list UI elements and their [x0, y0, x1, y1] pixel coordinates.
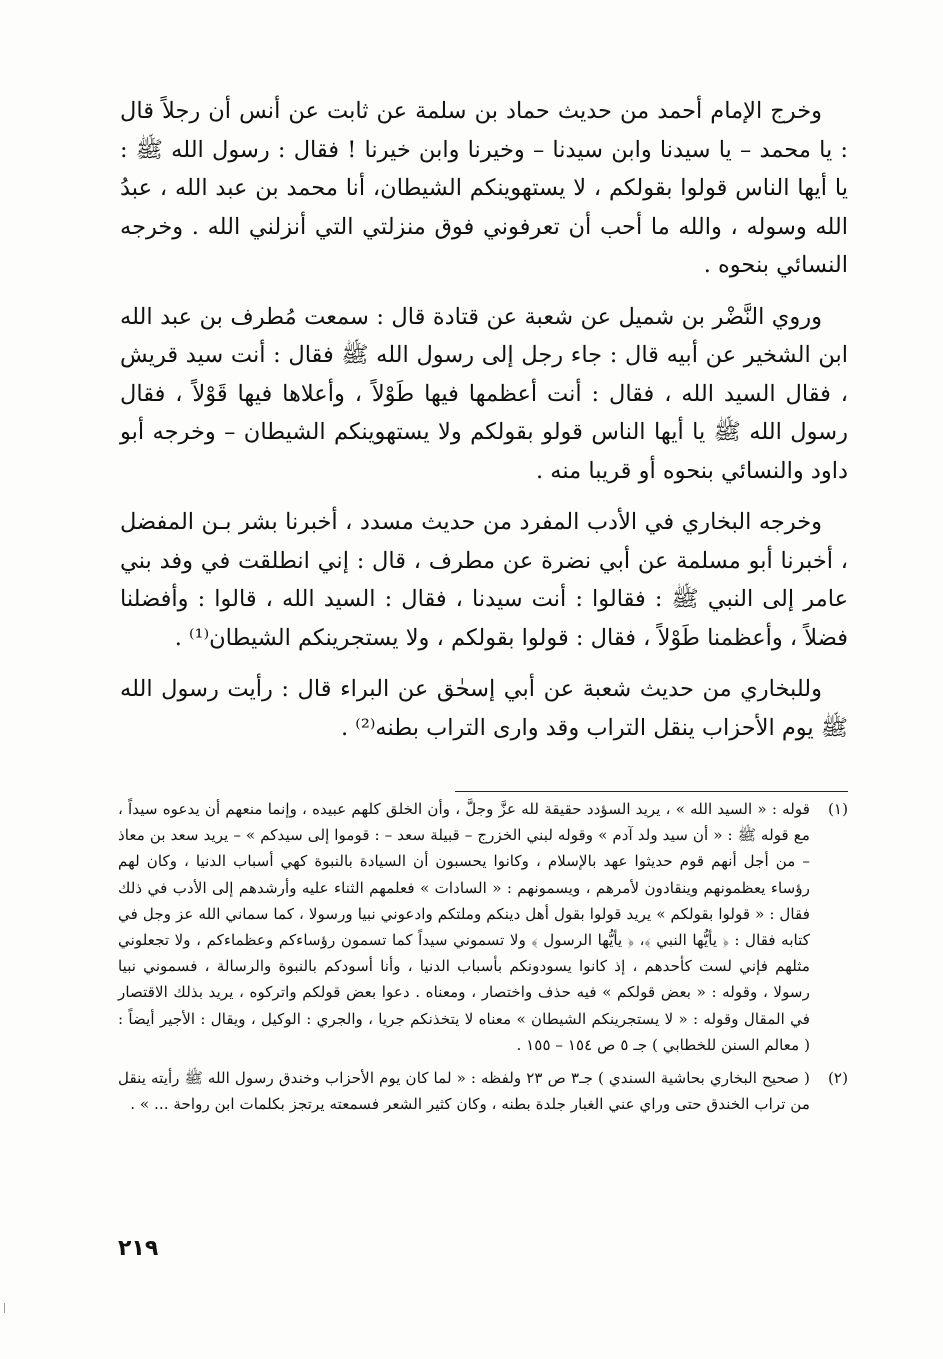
footnote-number: (١)	[827, 800, 848, 818]
footnote-1	[118, 796, 848, 1058]
paragraph-2: وروي النَّضْر بن شميل عن شعبة عن قتادة قال : سمعت مُطرف بن عبد الله ابن الشخير عن أبيه قال : جاء رجل إلى رسول الله ﷺ فقال : أنت سيد قريش ، فقال السيد الله ، فقال : أنت أعظمها فيها طَوْلاً ، وأعلاها فيها قَوْلاً ، فقال رسول الله ﷺ يا أيها الناس قولو بقولكم ولا يستهوينكم الشيطان – وخرجه أبو داود والنسائي بنحوه أو قريبا منه .	[120, 303, 848, 484]
footnotes	[118, 796, 848, 1124]
main-text	[120, 92, 848, 760]
footnote-separator	[455, 791, 848, 792]
page-number: ٢١٩	[118, 1236, 159, 1261]
paragraph-1: وخرج الإمام أحمد من حديث حماد بن سلمة عن ثابت عن أنس أن رجلاً قال : يا محمد – يا سيدنا وابن سيدنا – وخيرنا وابن خيرنا ! فقال : رسول الله ﷺ : يا أيها الناس قولوا بقولكم ، لا يستهوينكم الشيطان، أنا محمد بن عبد الله ، عبدُ الله وسوله ، والله ما أحب أن تعرفوني فوق منزلتي التي أنزلني الله . وخرجه النسائي بنحوه .	[120, 98, 848, 278]
scan-edge-mark	[4, 1303, 5, 1313]
footnote-text: قوله : « السيد الله » ، يريد السؤدد حقيقة لله عزَّ وجلَّ ، وأن الخلق كلهم عبيده ، وإنما منعهم أن يدعوه سيداً ، مع قوله ﷺ : « أن سيد ولد آدم » وقوله لبني الخزرج – قبيلة سعد – : قوموا إلى سيدكم » – يريد سعد بن معاذ – من أجل أنهم قوم حديثوا عهد بالإسلام ، وكانوا يحسبون أن السيادة بالنبوة كهي أسباب الدنيا ، وكان لهم رؤساء يعظمونهم وينقادون لأمرهم ، ويسمونهم : « السادات » فعلمهم الثناء عليه وأرشدهم إلى الأدب في ذلك فقال : « قولوا بقولكم » يريد قولوا بقول أهل دينكم وملتكم وادعوني نبيا ورسولا ، كما سماني الله عز وجل في كتابه فقال : ﴿ يأيُّها النبي ﴾، ﴿ يأيُّها الرسول ﴾ ولا تسموني سيداً كما تسمون رؤساءكم وعظماءكم ، ولا تجعلوني مثلهم فإني لست كأحدهم ، إذ كانوا يسودونكم بأسباب الدنيا ، وأنا أسودكم بالنبوة والرسالة ، فسموني نبيا رسولا ، وقوله : « بعض قولكم » فيه حذف واختصار ، ومعناه . دعوا بعض قولكم واتركوه ، يريد بذلك الاقتصار في المقال وقوله : « لا يستجرينكم الشيطان » معناه لا يتخذنكم جريا ، والجري : الوكيل ، ويقال : الأجير أيضاً : ( معالم السنن للخطابي ) جـ ٥ ص ١٥٤ – ١٥٥ .	[118, 800, 810, 1054]
paragraph-3: وخرجه البخاري في الأدب المفرد من حديث مسدد ، أخبرنا بشر بـن المفضل ، أخبرنا أبو مسلمة عن أبي نضرة عن مطرف ، قال : إني انطلقت في وفد بني عامر إلى النبي ﷺ : فقالوا : أنت سيدنا ، فقال : السيد الله ، قالوا : وأفضلنا فضلاً ، وأعظمنا طَوْلاً ، فقال : قولوا بقولكم ، ولا يستجرينكم الشيطان⁽¹⁾ .	[120, 509, 848, 651]
footnote-text: ( صحيح البخاري بحاشية السندي ) جـ٣ ص ٢٣ ولفظه : « لما كان يوم الأحزاب وخندق رسول الله ﷺ رأيته ينقل من تراب الخندق حتى وراي عني الغبار جلدة بطنه ، وكان كثير الشعر فسمعته يرتجز بكلمات ابن رواحة ... » .	[118, 1069, 810, 1114]
footnote-2	[118, 1065, 848, 1117]
footnote-number: (٢)	[827, 1069, 848, 1088]
paragraph-4: وللبخاري من حديث شعبة عن أبي إسحٰق عن البراء قال : رأيت رسول الله ﷺ يوم الأحزاب ينقل التراب وقد وارى التراب بطنه⁽²⁾ .	[120, 676, 848, 741]
